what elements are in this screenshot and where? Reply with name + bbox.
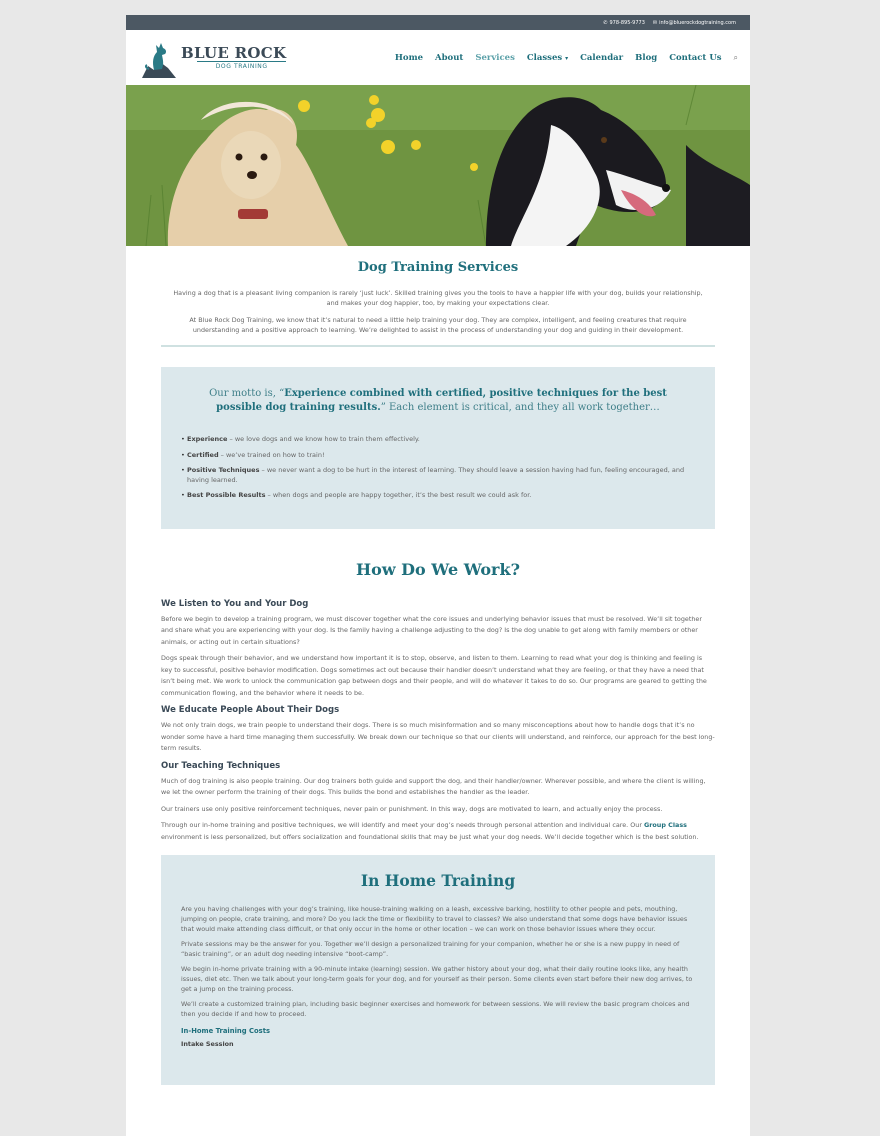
list-item: [181, 451, 695, 461]
list-item-text: – we love dogs and we know how to train them effectively.: [227, 435, 420, 443]
list-item-term: Best Possible Results: [187, 491, 266, 499]
phone-icon: ✆: [603, 19, 608, 26]
email-address: info@bluerockdogtraining.com: [659, 19, 736, 26]
listen-paragraph-2: Dogs speak through their behavior, and we understand how important it is to stop, observe, and listen to them. Learning to read what your dog is thinking and feeling is key to successful, positive behavior modification. Dogs sometimes act out because their handler doesn’t understand what they are feeling, or that they have a need that isn’t being met. We work to unlock the communication gap between dogs and their people, and will do whatever it takes to do so. Our programs are geared to getting the communication flowing, and the behavior where it needs to be.: [161, 654, 707, 697]
nav-classes-label: Classes: [526, 52, 563, 63]
educate-paragraph: We not only train dogs, we train people to understand their dogs. There is so much misinformation and so many misconceptions about how to handle dogs that it’s no wonder some have a hard time managing them successfully. We break down our technique so that our clients will understand, and reinforce, our approach for the best long-term results.: [161, 721, 715, 752]
top-bar: [126, 15, 750, 30]
in-home-training-panel: [161, 855, 715, 1085]
dog-logo-icon: [140, 36, 178, 80]
techniques-paragraph-1: Much of dog training is also people training. Our dog trainers both guide and support the dog, and their handler/owner. Wherever possible, and where the client is willing, we let the owner perform the training of their dogs. This builds the bond and establishes the handler as the leader.: [161, 776, 706, 796]
techniques-text-a: Through our in-home training and positive techniques, we will identify and meet your dog’s needs through personal attention and individual care. Our: [161, 821, 644, 829]
list-item-term: Positive Techniques: [187, 466, 260, 474]
section-heading-techniques: Our Teaching Techniques: [161, 760, 281, 771]
in-home-paragraph-2: Private sessions may be the answer for you. Together we’ll design a personalized training for your companion, whether he or she is a new puppy in need of “basic training”, or an adult dog needing intensive “boot-camp”.: [181, 940, 680, 958]
in-home-heading: In Home Training: [360, 871, 516, 890]
in-home-paragraph-3: We begin in-home private training with a 90-minute intake (learning) session. We gather history about your dog, what their daily routine looks like, any health issues, diet etc. Then we talk about your long-term goals for your dog, and for yourself as their person. Some clients even start before their new dog arrives, to get a jump on the training process.: [181, 965, 693, 993]
page: [126, 15, 750, 1136]
section-heading-educate: We Educate People About Their Dogs: [161, 705, 340, 715]
nav-classes[interactable]: [527, 53, 568, 63]
in-home-paragraph-1: Are you having challenges with your dog’s training, like house-training walking on a leash, excessive barking, hostility to other people and pets, mouthing, jumping on people, crate training, and more? Do you lack the time or flexibility to travel to classes? We also understand that some dogs have behavior issues that would make attending class difficult, or that only occur in the home or other location – we can work on those behavior issues where they occur.: [181, 905, 688, 933]
motto-statement: [181, 387, 695, 415]
site-logo[interactable]: [140, 36, 286, 80]
phone-contact[interactable]: [603, 20, 645, 26]
list-item-term: Certified: [187, 450, 219, 459]
main-content: [126, 260, 750, 1085]
envelope-icon: ✉: [652, 19, 658, 26]
nav-contact-us[interactable]: Contact Us: [669, 52, 722, 63]
list-item-text: – when dogs and people are happy together, it’s the best result we could ask for.: [265, 491, 532, 499]
nav-calendar[interactable]: Calendar: [580, 52, 624, 63]
nav-home[interactable]: Home: [394, 52, 423, 63]
search-icon[interactable]: ⌕: [733, 52, 738, 62]
nav-about[interactable]: About: [434, 52, 464, 63]
site-header: [126, 30, 750, 85]
group-class-link[interactable]: Group Class: [644, 821, 687, 829]
intake-heading: Intake Session: [181, 1040, 234, 1048]
list-item-text: – we’ve trained on how to train!: [218, 450, 325, 459]
motto-panel: [161, 367, 715, 529]
email-contact[interactable]: [653, 20, 736, 26]
list-item: [181, 491, 695, 501]
in-home-paragraph-4: We’ll create a customized training plan, including basic beginner exercises and homework for between sessions. We will review the basic program choices and then you decide if and how to proceed.: [181, 1000, 690, 1018]
motto-list: [181, 435, 695, 501]
how-we-work-heading: How Do We Work?: [356, 559, 520, 579]
intro-paragraph-1: Having a dog that is a pleasant living companion is rarely ‘just luck’. Skilled training gives you the tools to have a happier life with your dog, builds your relationship, and makes your dog happier, too, by making your expectations clear.: [173, 289, 703, 307]
chevron-down-icon: ▾: [565, 54, 569, 62]
section-heading-listen: We Listen to You and Your Dog: [161, 598, 309, 609]
main-nav: [395, 53, 738, 63]
list-item: [181, 435, 695, 445]
listen-paragraph-1: Before we begin to develop a training program, we must discover together what the core issues and underlying behavior issues that must be resolved. We’ll sit together and share what you are experiencing with your dog. Is the family having a challenge adjusting to the dog? Is the dog unable to get along with family members or other animals, or acting out in certain situations?: [161, 614, 702, 646]
page-title: Dog Training Services: [357, 260, 519, 275]
list-item: [181, 466, 695, 485]
nav-services[interactable]: Services: [475, 52, 515, 63]
logo-name: BLUE ROCK: [181, 44, 287, 62]
techniques-paragraph-2: Our trainers use only positive reinforcement techniques, never pain or punishment. In this way, dogs are motivated to learn, and actually enjoy the process.: [161, 804, 663, 813]
phone-number: 978-895-9773: [609, 19, 645, 26]
list-item-text: – we never want a dog to be hurt in the interest of learning. They should leave a session having had fun, feeling encouraged, and having learned.: [187, 466, 685, 484]
motto-lead: Our motto is, “: [209, 388, 285, 399]
motto-tail: ” Each element is critical, and they all work together…: [380, 402, 660, 413]
logo-tagline: DOG TRAINING: [197, 61, 286, 70]
motto-bold: Experience combined with certified, positive techniques for the best possible dog training results.: [216, 388, 667, 413]
intro-paragraph-2: At Blue Rock Dog Training, we know that it’s natural to need a little help training your dog. They are complex, intelligent, and feeling creatures that require understanding and a positive approach to learning. We’re delighted to assist in the process of understanding your dog and guiding in their development.: [189, 316, 687, 334]
hero-image-dogs: [126, 85, 750, 246]
divider: [161, 345, 715, 347]
list-item-term: Experience: [187, 435, 228, 443]
techniques-paragraph-3: [161, 820, 715, 843]
nav-blog[interactable]: Blog: [635, 52, 658, 63]
techniques-text-b: environment is less personalized, but offers socialization and foundational skills that may be just what your dog needs. We’ll decide together which is the best solution.: [161, 832, 699, 841]
costs-heading: In-Home Training Costs: [181, 1027, 270, 1035]
